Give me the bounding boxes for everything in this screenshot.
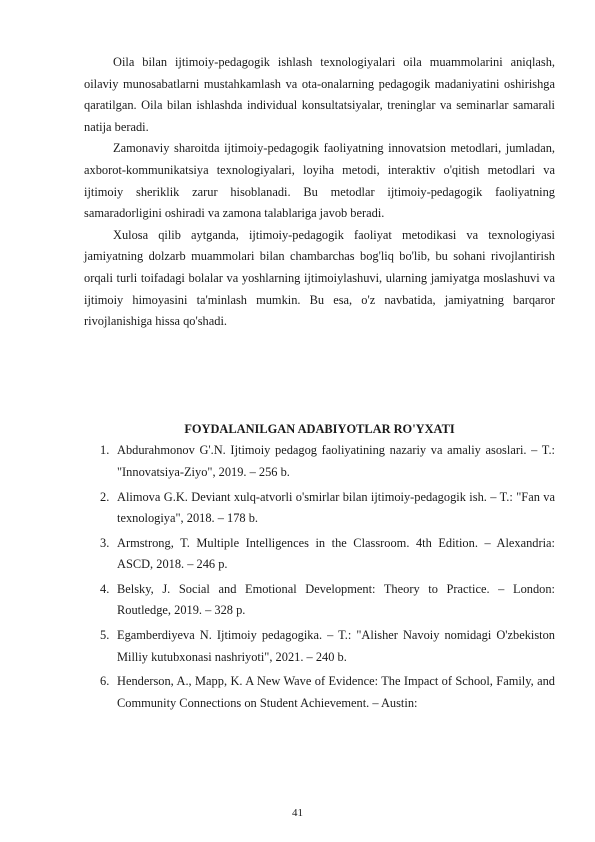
references-list [84,440,555,714]
reference-text: Egamberdiyeva N. Ijtimoiy pedagogika. – T.: "Alisher Navoiy nomidagi O'zbekiston Milliy kutubxonasi nashriyoti", 2021. – 240 b. [117,628,555,664]
reference-item [84,671,555,714]
reference-number: 4. [100,581,110,596]
reference-text: Henderson, A., Mapp, K. A New Wave of Evidence: The Impact of School, Family, and Community Connections on Student Achievement. – Austin: [117,674,555,710]
reference-item [84,440,555,483]
document-page [84,52,555,717]
reference-text: Abdurahmonov G'.N. Ijtimoiy pedagog faoliyatining nazariy va amaliy asoslari. – T.: "Innovatsiya-Ziyo", 2019. – 256 b. [117,443,555,479]
reference-number: 1. [100,443,110,458]
page-number: 41 [292,807,303,819]
reference-item [84,625,555,668]
section-spacer [84,333,555,419]
reference-text: Armstrong, T. Multiple Intelligences in the Classroom. 4th Edition. – Alexandria: ASCD, 2018. – 246 p. [117,535,555,572]
reference-number: 6. [100,674,110,689]
reference-text: Belsky, J. Social and Emotional Development: Theory to Practice. – London: Routledge, 2019. – 328 p. [117,581,555,618]
reference-text: Alimova G.K. Deviant xulq-atvorli o'smirlar bilan ijtimoiy-pedagogik ish. – T.: "Fan va texnologiya", 2018. – 178 b. [117,489,555,526]
reference-number: 3. [100,535,110,550]
reference-number: 2. [100,489,110,504]
paragraph-innovative-methods: Zamonaviy sharoitda ijtimoiy-pedagogik faoliyatning innovatsion metodlari, jumladan, axborot-kommunikatsiya texnologiyalari, loyiha metodi, interaktiv o'qitish metodlari va ijtimoiy sheriklik zarur hisoblanadi. Bu metodlar ijtimoiy-pedagogik faoliyatning samaradorligini oshiradi va zamona talablariga javob beradi. [84,141,555,221]
reference-item [84,533,555,576]
paragraph-conclusion: Xulosa qilib aytganda, ijtimoiy-pedagogik faoliyat metodikasi va texnologiyasi jamiyatning dolzarb muammolari bilan chambarchas bog'liq bo'lib, bu sohani rivojlantirish orqali turli toifadagi bolalar va yoshlarning ijtimoiylashuvi, ularning jamiyatga moslashuvi va ijtimoiy himoyasini ta'minlash mumkin. Bu esa, o'z navbatida, jamiyatning barqaror rivojlanishiga hissa qo'shadi. [84,227,555,329]
reference-item [84,579,555,622]
references-title: FOYDALANILGAN ADABIYOTLAR RO'YXATI [184,421,455,436]
paragraph-family-work: Oila bilan ijtimoiy-pedagogik ishlash texnologiyalari oila muammolarini aniqlash, oilaviy munosabatlarni mustahkamlash va ota-onalarning pedagogik madaniyatini oshirishga qaratilgan. Oila bilan ishlashda individual konsultatsiyalar, treninglar va seminarlar samarali natija beradi. [84,55,555,134]
reference-number: 5. [100,628,110,643]
reference-item [84,487,555,530]
